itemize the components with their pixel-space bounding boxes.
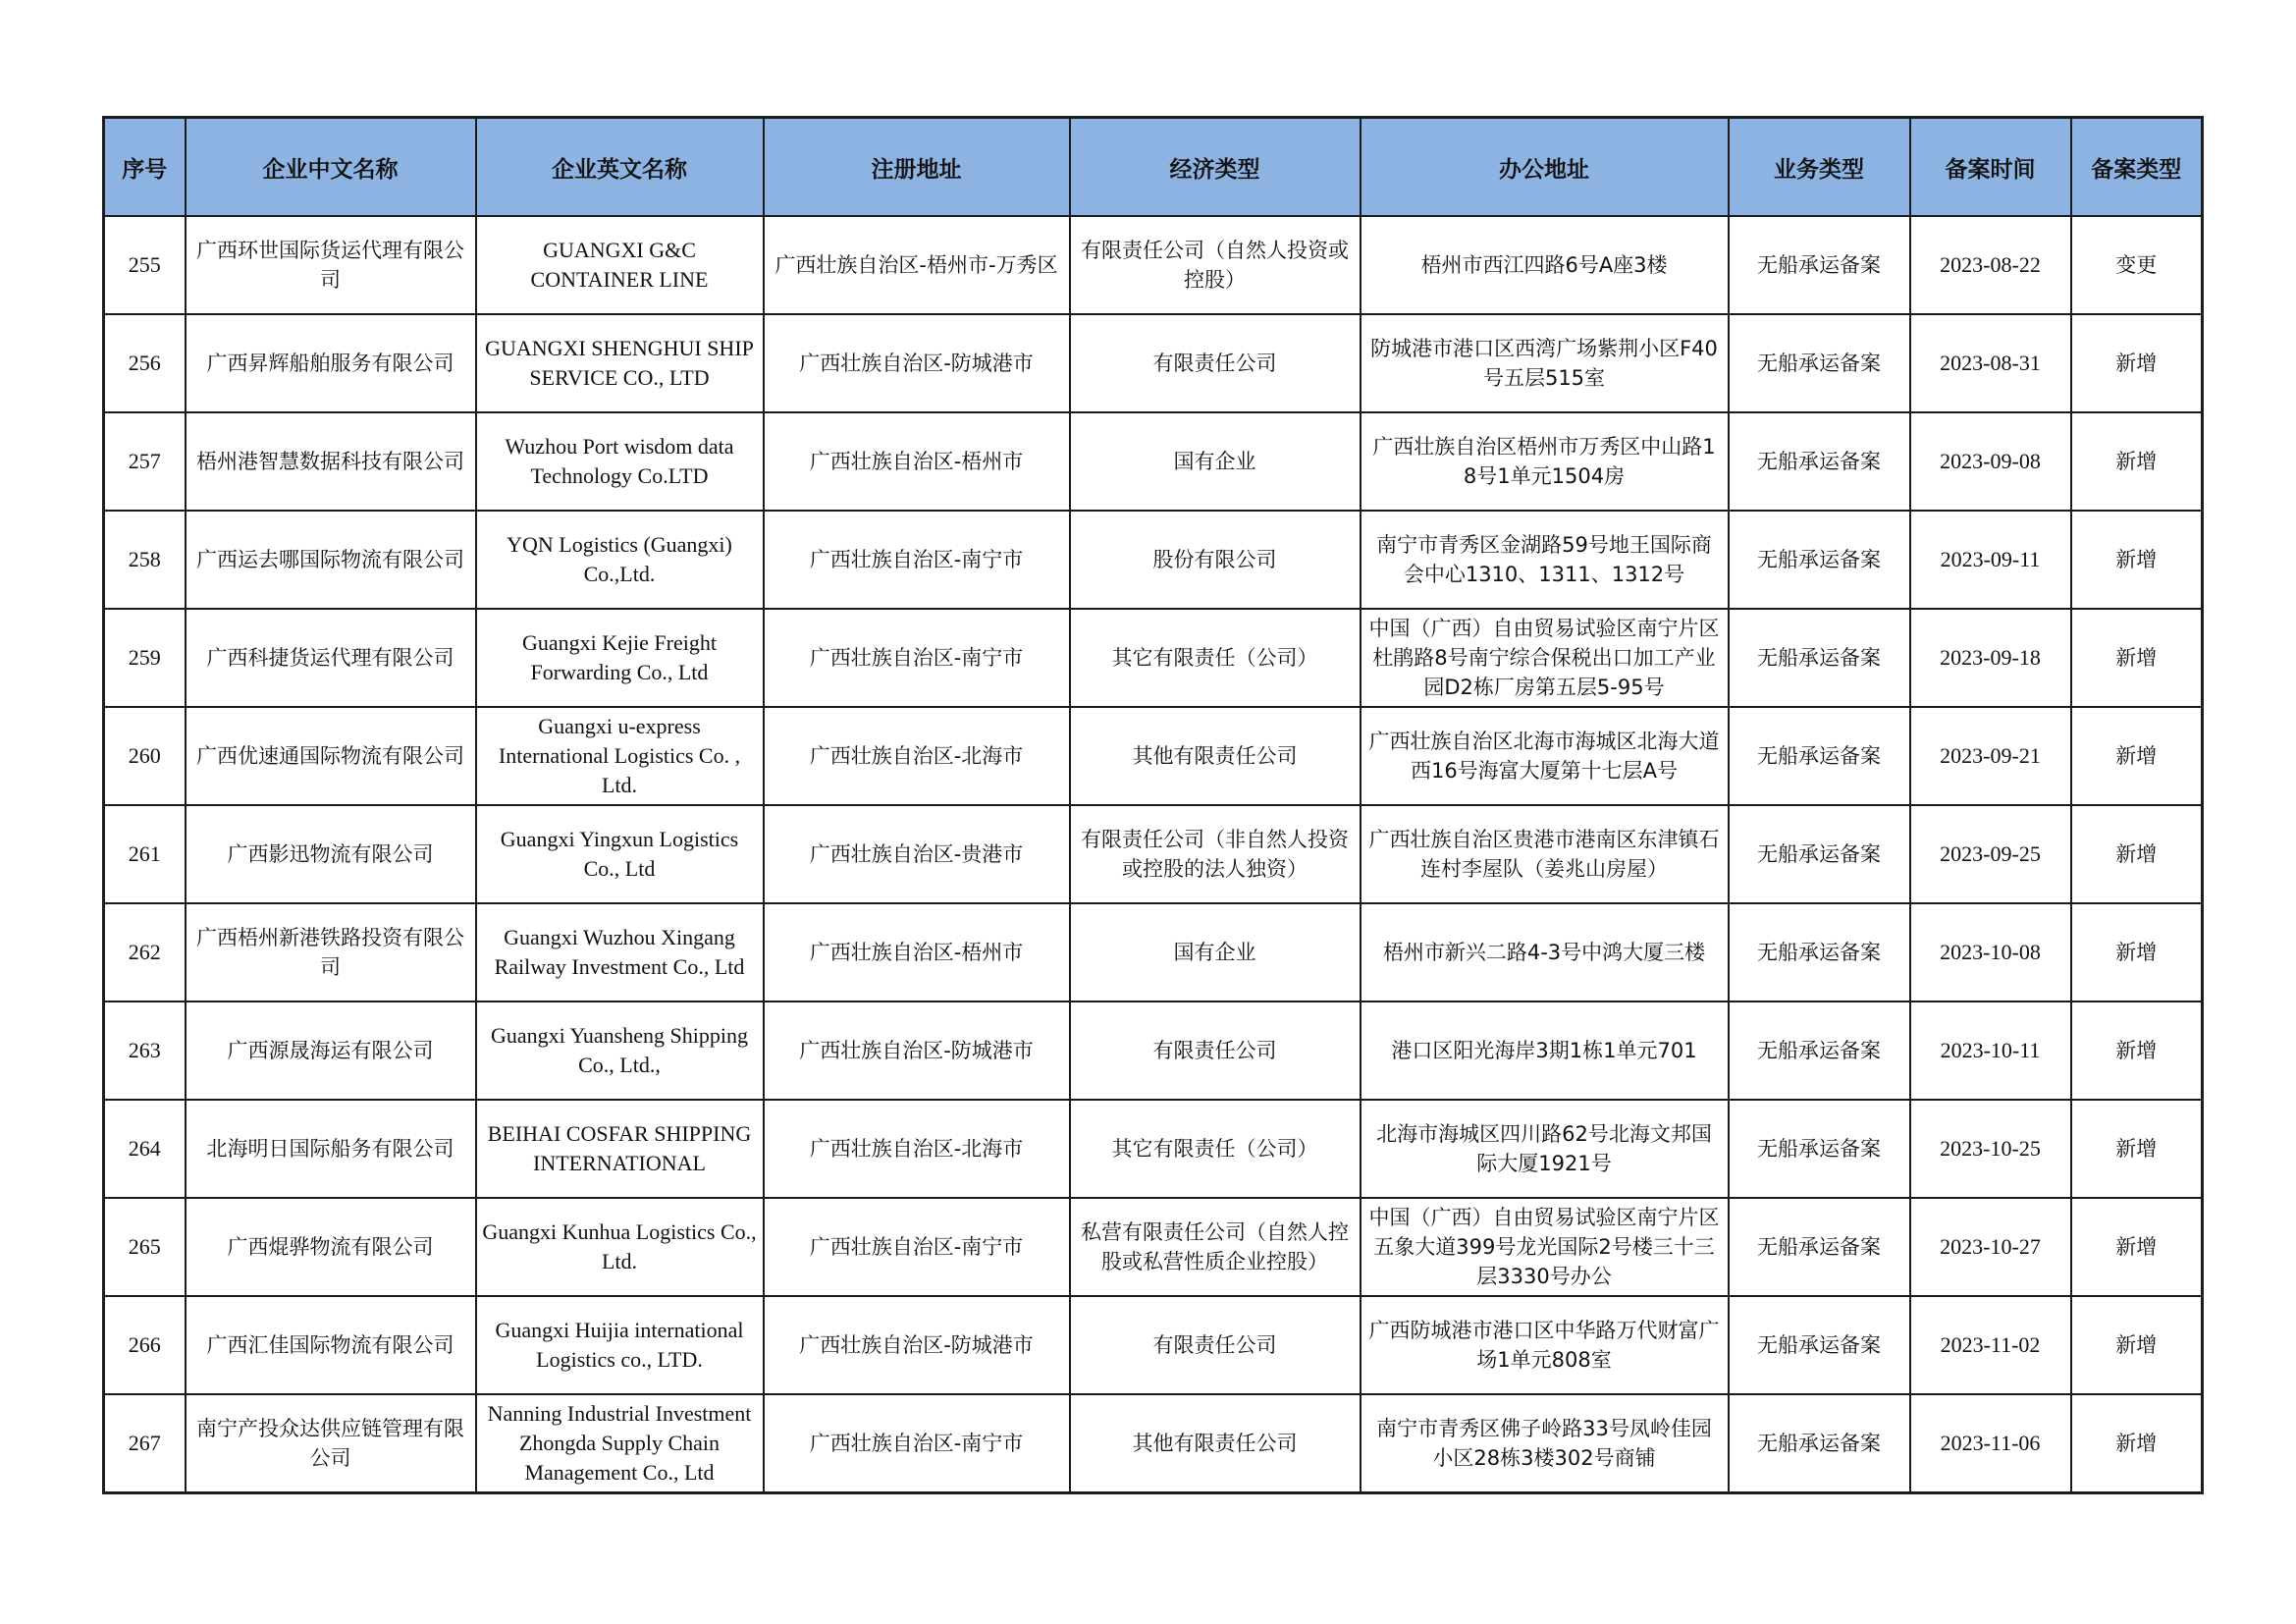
filing-type-cell: 新增: [2071, 314, 2203, 412]
economic-type-cell: 其它有限责任（公司）: [1070, 609, 1361, 707]
business-type-cell: 无船承运备案: [1729, 903, 1910, 1001]
office-address-cell: 广西壮族自治区梧州市万秀区中山路18号1单元1504房: [1361, 412, 1729, 511]
serial-no-cell: 260: [104, 707, 186, 805]
economic-type-cell: 国有企业: [1070, 903, 1361, 1001]
registered-address-cell: 广西壮族自治区-北海市: [764, 1100, 1070, 1198]
company-name-en-cell: GUANGXI G&C CONTAINER LINE: [476, 216, 764, 314]
office-address-cell: 广西壮族自治区北海市海城区北海大道西16号海富大厦第十七层A号: [1361, 707, 1729, 805]
company-name-en-cell: Guangxi u-express International Logistics Co. , Ltd.: [476, 707, 764, 805]
filing-type-cell: 新增: [2071, 707, 2203, 805]
office-address-cell: 防城港市港口区西湾广场紫荆小区F40号五层515室: [1361, 314, 1729, 412]
filing-date-cell: 2023-09-25: [1910, 805, 2071, 903]
office-address-cell: 广西防城港市港口区中华路万代财富广场1单元808室: [1361, 1296, 1729, 1394]
table-row: [104, 1198, 2203, 1296]
registered-address-cell: 广西壮族自治区-防城港市: [764, 1296, 1070, 1394]
company-name-cn-cell: 广西焜骅物流有限公司: [186, 1198, 476, 1296]
serial-no-cell: 267: [104, 1394, 186, 1493]
office-address-cell: 梧州市西江四路6号A座3楼: [1361, 216, 1729, 314]
company-name-en-cell: Guangxi Yuansheng Shipping Co., Ltd.,: [476, 1001, 764, 1100]
company-name-cn-cell: 北海明日国际船务有限公司: [186, 1100, 476, 1198]
office-address-cell: 中国（广西）自由贸易试验区南宁片区杜鹃路8号南宁综合保税出口加工产业园D2栋厂房第五层5-95号: [1361, 609, 1729, 707]
header-serial-no: 序号: [104, 118, 186, 217]
company-name-cn-cell: 广西优速通国际物流有限公司: [186, 707, 476, 805]
header-econ-type: 经济类型: [1070, 118, 1361, 217]
economic-type-cell: 国有企业: [1070, 412, 1361, 511]
filing-type-cell: 新增: [2071, 1394, 2203, 1493]
economic-type-cell: 其他有限责任公司: [1070, 707, 1361, 805]
business-type-cell: 无船承运备案: [1729, 511, 1910, 609]
registered-address-cell: 广西壮族自治区-防城港市: [764, 314, 1070, 412]
company-name-en-cell: YQN Logistics (Guangxi) Co.,Ltd.: [476, 511, 764, 609]
filing-date-cell: 2023-08-31: [1910, 314, 2071, 412]
table-row: [104, 412, 2203, 511]
filing-date-cell: 2023-10-27: [1910, 1198, 2071, 1296]
filing-type-cell: 新增: [2071, 1100, 2203, 1198]
table-row: [104, 1296, 2203, 1394]
business-type-cell: 无船承运备案: [1729, 1394, 1910, 1493]
filing-date-cell: 2023-10-25: [1910, 1100, 2071, 1198]
business-type-cell: 无船承运备案: [1729, 314, 1910, 412]
serial-no-cell: 261: [104, 805, 186, 903]
header-business-type: 业务类型: [1729, 118, 1910, 217]
filing-type-cell: 新增: [2071, 1296, 2203, 1394]
filing-type-cell: 新增: [2071, 805, 2203, 903]
table-row: [104, 1001, 2203, 1100]
business-type-cell: 无船承运备案: [1729, 412, 1910, 511]
enterprise-registry-table: [102, 116, 2204, 1494]
economic-type-cell: 有限责任公司（非自然人投资或控股的法人独资）: [1070, 805, 1361, 903]
economic-type-cell: 股份有限公司: [1070, 511, 1361, 609]
business-type-cell: 无船承运备案: [1729, 216, 1910, 314]
table-row: [104, 1100, 2203, 1198]
serial-no-cell: 266: [104, 1296, 186, 1394]
table-row: [104, 511, 2203, 609]
registered-address-cell: 广西壮族自治区-南宁市: [764, 1394, 1070, 1493]
company-name-en-cell: Wuzhou Port wisdom data Technology Co.LTD: [476, 412, 764, 511]
registered-address-cell: 广西壮族自治区-梧州市-万秀区: [764, 216, 1070, 314]
company-name-cn-cell: 广西环世国际货运代理有限公司: [186, 216, 476, 314]
registered-address-cell: 广西壮族自治区-南宁市: [764, 511, 1070, 609]
filing-type-cell: 新增: [2071, 412, 2203, 511]
serial-no-cell: 259: [104, 609, 186, 707]
serial-no-cell: 264: [104, 1100, 186, 1198]
company-name-en-cell: Guangxi Wuzhou Xingang Railway Investment Co., Ltd: [476, 903, 764, 1001]
business-type-cell: 无船承运备案: [1729, 805, 1910, 903]
filing-type-cell: 新增: [2071, 1198, 2203, 1296]
filing-type-cell: 变更: [2071, 216, 2203, 314]
filing-date-cell: 2023-10-11: [1910, 1001, 2071, 1100]
filing-type-cell: 新增: [2071, 1001, 2203, 1100]
company-name-en-cell: Guangxi Kunhua Logistics Co., Ltd.: [476, 1198, 764, 1296]
serial-no-cell: 263: [104, 1001, 186, 1100]
company-name-en-cell: GUANGXI SHENGHUI SHIP SERVICE CO., LTD: [476, 314, 764, 412]
company-name-cn-cell: 梧州港智慧数据科技有限公司: [186, 412, 476, 511]
header-filing-type: 备案类型: [2071, 118, 2203, 217]
economic-type-cell: 其他有限责任公司: [1070, 1394, 1361, 1493]
filing-type-cell: 新增: [2071, 609, 2203, 707]
table-row: [104, 314, 2203, 412]
business-type-cell: 无船承运备案: [1729, 1100, 1910, 1198]
company-name-cn-cell: 南宁产投众达供应链管理有限公司: [186, 1394, 476, 1493]
business-type-cell: 无船承运备案: [1729, 1296, 1910, 1394]
economic-type-cell: 有限责任公司: [1070, 314, 1361, 412]
filing-date-cell: 2023-09-18: [1910, 609, 2071, 707]
company-name-cn-cell: 广西汇佳国际物流有限公司: [186, 1296, 476, 1394]
company-name-en-cell: BEIHAI COSFAR SHIPPING INTERNATIONAL: [476, 1100, 764, 1198]
office-address-cell: 南宁市青秀区金湖路59号地王国际商会中心1310、1311、1312号: [1361, 511, 1729, 609]
table-row: [104, 805, 2203, 903]
header-row: [104, 118, 2203, 217]
company-name-cn-cell: 广西梧州新港铁路投资有限公司: [186, 903, 476, 1001]
filing-date-cell: 2023-11-02: [1910, 1296, 2071, 1394]
serial-no-cell: 257: [104, 412, 186, 511]
office-address-cell: 港口区阳光海岸3期1栋1单元701: [1361, 1001, 1729, 1100]
table-row: [104, 216, 2203, 314]
table-row: [104, 1394, 2203, 1493]
filing-type-cell: 新增: [2071, 511, 2203, 609]
filing-type-cell: 新增: [2071, 903, 2203, 1001]
economic-type-cell: 有限责任公司（自然人投资或控股）: [1070, 216, 1361, 314]
header-name-cn: 企业中文名称: [186, 118, 476, 217]
economic-type-cell: 有限责任公司: [1070, 1001, 1361, 1100]
economic-type-cell: 有限责任公司: [1070, 1296, 1361, 1394]
office-address-cell: 中国（广西）自由贸易试验区南宁片区五象大道399号龙光国际2号楼三十三层3330号办公: [1361, 1198, 1729, 1296]
serial-no-cell: 255: [104, 216, 186, 314]
registered-address-cell: 广西壮族自治区-北海市: [764, 707, 1070, 805]
table-row: [104, 609, 2203, 707]
filing-date-cell: 2023-09-11: [1910, 511, 2071, 609]
company-name-cn-cell: 广西昇辉船舶服务有限公司: [186, 314, 476, 412]
filing-date-cell: 2023-10-08: [1910, 903, 2071, 1001]
header-name-en: 企业英文名称: [476, 118, 764, 217]
company-name-en-cell: Guangxi Kejie Freight Forwarding Co., Ltd: [476, 609, 764, 707]
table-row: [104, 707, 2203, 805]
serial-no-cell: 258: [104, 511, 186, 609]
company-name-cn-cell: 广西源晟海运有限公司: [186, 1001, 476, 1100]
header-filing-date: 备案时间: [1910, 118, 2071, 217]
registered-address-cell: 广西壮族自治区-防城港市: [764, 1001, 1070, 1100]
economic-type-cell: 其它有限责任（公司）: [1070, 1100, 1361, 1198]
registered-address-cell: 广西壮族自治区-贵港市: [764, 805, 1070, 903]
table-header: [104, 118, 2203, 217]
filing-date-cell: 2023-08-22: [1910, 216, 2071, 314]
business-type-cell: 无船承运备案: [1729, 609, 1910, 707]
office-address-cell: 梧州市新兴二路4-3号中鸿大厦三楼: [1361, 903, 1729, 1001]
economic-type-cell: 私营有限责任公司（自然人控股或私营性质企业控股）: [1070, 1198, 1361, 1296]
serial-no-cell: 262: [104, 903, 186, 1001]
serial-no-cell: 256: [104, 314, 186, 412]
filing-date-cell: 2023-09-08: [1910, 412, 2071, 511]
registered-address-cell: 广西壮族自治区-梧州市: [764, 903, 1070, 1001]
business-type-cell: 无船承运备案: [1729, 1198, 1910, 1296]
registered-address-cell: 广西壮族自治区-梧州市: [764, 412, 1070, 511]
header-office-address: 办公地址: [1361, 118, 1729, 217]
table-body: [104, 216, 2203, 1493]
company-name-cn-cell: 广西运去哪国际物流有限公司: [186, 511, 476, 609]
filing-date-cell: 2023-09-21: [1910, 707, 2071, 805]
company-name-en-cell: Nanning Industrial Investment Zhongda Supply Chain Management Co., Ltd: [476, 1394, 764, 1493]
company-name-cn-cell: 广西科捷货运代理有限公司: [186, 609, 476, 707]
registered-address-cell: 广西壮族自治区-南宁市: [764, 1198, 1070, 1296]
filing-date-cell: 2023-11-06: [1910, 1394, 2071, 1493]
office-address-cell: 北海市海城区四川路62号北海文邦国际大厦1921号: [1361, 1100, 1729, 1198]
registered-address-cell: 广西壮族自治区-南宁市: [764, 609, 1070, 707]
company-name-en-cell: Guangxi Yingxun Logistics Co., Ltd: [476, 805, 764, 903]
business-type-cell: 无船承运备案: [1729, 1001, 1910, 1100]
office-address-cell: 广西壮族自治区贵港市港南区东津镇石连村李屋队（姜兆山房屋）: [1361, 805, 1729, 903]
registry-sheet: [102, 116, 2201, 1494]
header-reg-address: 注册地址: [764, 118, 1070, 217]
table-row: [104, 903, 2203, 1001]
business-type-cell: 无船承运备案: [1729, 707, 1910, 805]
company-name-en-cell: Guangxi Huijia international Logistics co., LTD.: [476, 1296, 764, 1394]
office-address-cell: 南宁市青秀区佛子岭路33号凤岭佳园小区28栋3楼302号商铺: [1361, 1394, 1729, 1493]
serial-no-cell: 265: [104, 1198, 186, 1296]
company-name-cn-cell: 广西影迅物流有限公司: [186, 805, 476, 903]
